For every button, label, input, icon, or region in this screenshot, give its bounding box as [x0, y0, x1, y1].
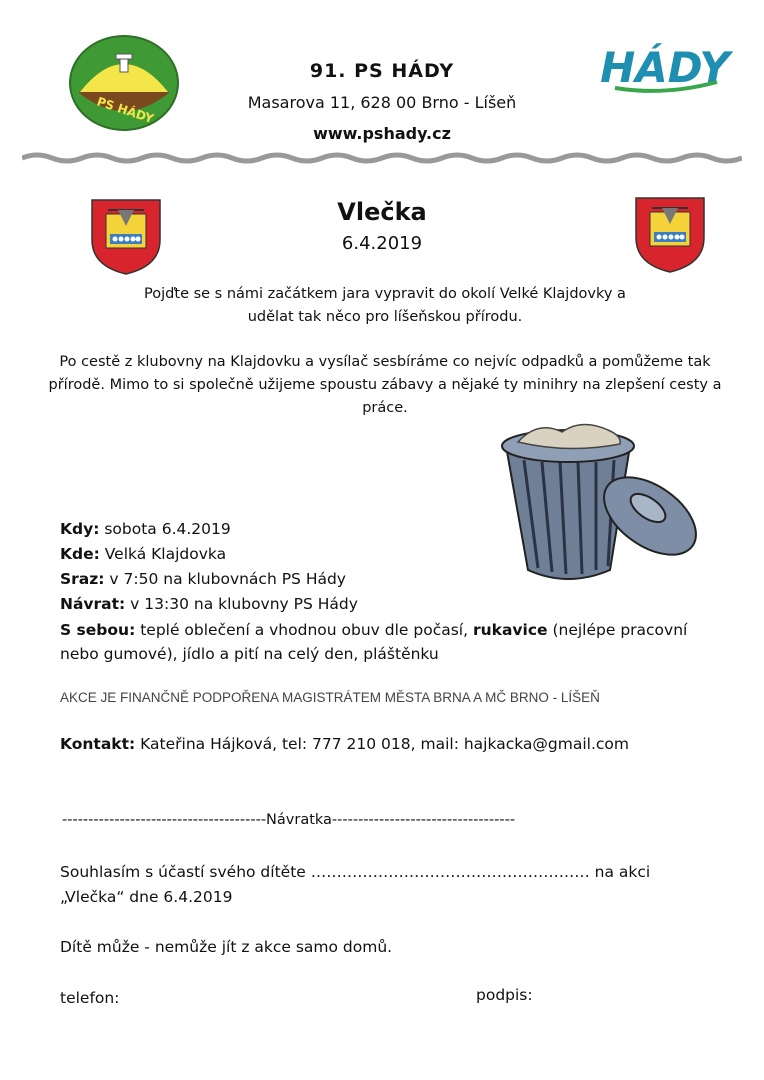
event-date: 6.4.2019 — [341, 233, 423, 254]
logo-right-text: HÁDY — [600, 43, 730, 92]
contact-value: Kateřina Hájková, tel: 777 210 018, mail: hajkacka@gmail.com — [135, 735, 629, 753]
ps-hady-logo — [68, 34, 180, 132]
detail-label: Kdy: — [60, 520, 100, 538]
trash-can-icon — [498, 420, 710, 588]
consent-text: Souhlasím s účastí svého dítěte ……………………………………………… na akci „Vlečka“ dne 6.4.2019 — [60, 863, 651, 906]
detail-label: Sraz: — [60, 570, 105, 588]
funding-note: AKCE JE FINANČNĚ PODPOŘENA MAGISTRÁTEM MĚSTA BRNA A MČ BRNO - LÍŠEŇ — [60, 690, 600, 705]
org-website: www.pshady.cz — [313, 124, 451, 143]
org-title: 91. PS HÁDY — [309, 60, 455, 82]
detail-return — [60, 592, 358, 616]
phone-label: telefon: — [60, 989, 120, 1007]
header-divider-wave — [22, 150, 742, 164]
event-intro: Pojďte se s námi začátkem jara vypravit do okolí Velké Klajdovky a udělat tak něco pro líšeňskou přírodu. — [144, 286, 626, 325]
contact-line — [60, 735, 629, 753]
detail-bring — [60, 618, 720, 666]
detail-when — [60, 517, 231, 541]
detail-value: (nejlépe pracovní nebo gumové), jídlo a pití na celý den, pláštěnku — [60, 621, 688, 663]
event-title: Vlečka — [337, 198, 427, 226]
signature-label: podpis: — [476, 986, 533, 1004]
detail-label: Návrat: — [60, 595, 126, 613]
detail-value: v 7:50 na klubovnách PS Hády — [104, 570, 346, 588]
detail-value: Velká Klajdovka — [99, 545, 227, 563]
detail-emphasis: rukavice — [472, 621, 548, 639]
detail-label: Kde: — [60, 545, 100, 563]
event-description: Po cestě z klubovny na Klajdovku a vysílač sesbíráme co nejvíc odpadků a pomůžeme tak přírodě. Mimo to si společně užijeme spoustu zábavy a nějaké ty minihry na zlepšení cesty a práce. — [48, 354, 722, 416]
detail-meeting — [60, 567, 346, 591]
org-address: Masarova 11, 628 00 Brno - Líšeň — [247, 93, 517, 112]
detail-value: sobota 6.4.2019 — [99, 520, 231, 538]
detail-value: teplé oblečení a vhodnou obuv dle počasí, — [135, 621, 473, 639]
return-form-divider: ---------------------------------------Návratka----------------------------------- — [62, 812, 516, 828]
logo-left-text: PS HÁDY — [95, 94, 156, 126]
contact-label: Kontakt: — [60, 735, 136, 753]
detail-where — [60, 542, 226, 566]
detail-label: S sebou: — [60, 621, 136, 639]
detail-value: v 13:30 na klubovny PS Hády — [125, 595, 358, 613]
hady-logo — [595, 38, 735, 96]
child-return-text: Dítě může - nemůže jít z akce samo domů. — [60, 938, 393, 956]
